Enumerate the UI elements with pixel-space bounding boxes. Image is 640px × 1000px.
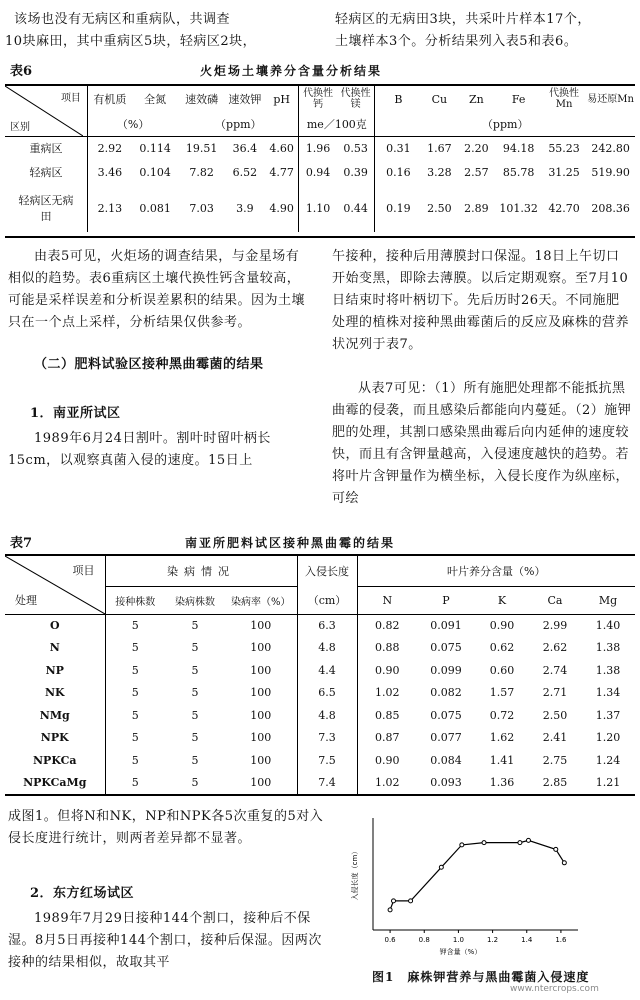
table6-cell: 4.77 (265, 160, 299, 184)
table7-subheader: 染病株数 (175, 596, 215, 608)
table7-cell: 0.90 (375, 753, 400, 767)
table6-cell: 0.53 (337, 136, 375, 160)
table7-corner-top: 项目 (72, 564, 95, 577)
table7-row-label: NP (5, 659, 105, 682)
section-heading-2: （二）肥料试验区接种黑曲霉菌的结果 (34, 357, 264, 372)
table7-cell: 0.90 (375, 663, 400, 677)
table7-cell: 2.74 (542, 663, 568, 677)
table7-cell: 5 (131, 619, 139, 632)
table6-corner-bottom: 区别 (10, 121, 30, 133)
table6-cell: 94.18 (502, 141, 535, 155)
table7-cell: 0.099 (430, 663, 462, 677)
table7-cell: 100 (225, 704, 297, 727)
data-point (460, 843, 464, 847)
table6-cell: 208.36 (591, 201, 630, 215)
table7-cell: 2.85 (542, 776, 568, 790)
table6-row-label: 轻病区 (5, 160, 87, 184)
table7-row-label: NPKCaMg (5, 772, 105, 795)
table6-row-label: 重病区 (5, 136, 87, 160)
table7-cell: 0.091 (430, 619, 462, 632)
table7-cell: 1.37 (595, 708, 621, 722)
table-row (5, 749, 635, 772)
table7-cell: 6.3 (297, 614, 357, 637)
table6-header: Cu (431, 92, 448, 106)
table7-number: 表7 (10, 536, 33, 551)
right-paragraph-2: 从表7可见：（1）所有施肥处理都不能抵抗黑曲霉的侵袭，而且感染后都能向内蔓延。（2）施钾肥的处理，其割口感染黑曲霉后向内延伸的速度较快，而且有含钾量越高，入侵速度越快的趋势。若将叶片含钾量作为横坐标，入侵长度作为纵座标，可绘 (332, 381, 632, 506)
top-left-line-2: 10块麻田，其中重病区5块，轻病区2块， (5, 34, 257, 49)
table6-header: 速效磷 (185, 93, 219, 106)
x-tick-label: 1.6 (555, 936, 567, 944)
table7-caption: 南亚所肥料试区接种黑曲霉的结果 (185, 536, 396, 550)
table7-cell: 5 (191, 663, 199, 677)
table7-cell: 0.093 (430, 776, 462, 790)
table6-cell: 3.28 (427, 165, 452, 179)
table7-invasion-unit: （cm） (297, 586, 357, 614)
table6-cell: 31.25 (548, 165, 580, 179)
table-row (5, 136, 635, 160)
table7-cell: 2.50 (542, 708, 568, 722)
subheading-1: 1．南亚所试区 (30, 406, 121, 421)
table7-cell: 0.88 (375, 641, 400, 655)
table7-cell: 100 (225, 749, 297, 772)
table7-cell: 4.4 (297, 659, 357, 682)
data-point (482, 841, 486, 845)
table7-subheader: 染病率（%） (225, 586, 297, 614)
top-right-line-1: 轻病区的无病田3块，共采叶片样本17个， (335, 12, 591, 27)
table7-cell: 1.36 (489, 776, 515, 790)
table6-cell: 3.46 (97, 165, 123, 179)
table7-cell: 0.60 (489, 663, 515, 677)
table6-unit-percent: （%） (116, 117, 150, 131)
table6-header: 代换性镁 (337, 86, 375, 112)
table7-row-label: NK (5, 682, 105, 705)
table6-cell: 7.82 (189, 165, 214, 179)
table7-cell: 7.3 (297, 727, 357, 750)
table7-cell: 1.38 (595, 663, 621, 677)
table6-cell: 2.92 (97, 141, 123, 155)
table7-cell: 1.02 (375, 776, 400, 790)
bottom-paragraph-2: 1989年7月29日接种144个割口，接种后不保湿。8月5日再接种144个割口，接种后保湿。因两次接种的结果相似，故取其平 (8, 911, 322, 970)
table7-cell: 0.87 (375, 731, 400, 745)
table7-cell: 0.72 (489, 708, 515, 722)
table6-cell: 7.03 (189, 201, 214, 215)
table7-cell: 1.20 (595, 731, 621, 745)
table6-cell: 0.31 (386, 141, 411, 155)
table7 (5, 556, 635, 794)
table6-unit-me: me／100克 (299, 112, 375, 136)
table-row (5, 160, 635, 184)
table-row (5, 614, 635, 637)
table7-row-label: O (5, 614, 105, 637)
table7-cell: 1.34 (595, 686, 621, 700)
table6-cell: 0.114 (139, 141, 171, 155)
table-row (5, 704, 635, 727)
data-point (562, 861, 566, 865)
table6-cell: 4.90 (265, 184, 299, 232)
table6-cell: 2.20 (464, 141, 489, 155)
table7-cell: 5 (191, 776, 199, 790)
table6-cell: 3.9 (236, 201, 254, 215)
table6-cell: 1.67 (427, 141, 452, 155)
table6-cell: 0.44 (337, 184, 375, 232)
table7-cell: 0.082 (430, 686, 462, 700)
figure-1-caption: 图1 麻株钾营养与黑曲霉菌入侵速度 (372, 970, 590, 984)
table6-caption: 火炬场土壤养分含量分析结果 (200, 64, 383, 78)
table7-nutrient-header: Ca (547, 593, 563, 607)
table6-cell: 0.94 (305, 165, 331, 179)
table7-cell: 2.75 (542, 753, 568, 767)
table7-cell: 5 (191, 753, 199, 767)
table-row (5, 682, 635, 705)
table7-cell: 5 (191, 731, 199, 745)
table-row (5, 184, 635, 232)
table6-cell: 55.23 (548, 141, 580, 155)
table7-cell: 1.21 (595, 776, 621, 790)
x-tick-label: 1.0 (452, 936, 464, 944)
table7-cell: 5 (131, 776, 139, 790)
bottom-paragraph-1: 成图1。但将N和NK，NP和NPK各5次重复的5对入侵长度进行统计，则两者差异都不显著。 (8, 809, 324, 846)
x-tick-label: 1.4 (521, 936, 533, 944)
table7-cell: 0.82 (375, 619, 400, 632)
data-point (518, 841, 522, 845)
table6-header: 代换性Mn (549, 88, 580, 110)
table7-cell: 5 (191, 686, 199, 700)
table7-cell: 0.62 (489, 641, 515, 655)
table6-cell: 36.4 (232, 141, 258, 155)
data-point (554, 847, 558, 851)
table7-cell: 5 (131, 663, 139, 677)
table6-header: 速效钾 (228, 93, 262, 106)
table7-cell: 5 (191, 641, 199, 655)
table7-cell: 4.8 (297, 704, 357, 727)
table7-cell: 5 (191, 708, 199, 722)
table7-cell: 1.24 (595, 753, 621, 767)
table6-cell: 2.57 (464, 165, 489, 179)
table-row (5, 659, 635, 682)
table7-cell: 2.62 (542, 641, 568, 655)
subheading-2: 2．东方红场试区 (30, 886, 135, 901)
table6-cell: 1.96 (305, 141, 331, 155)
table7-cell: 0.85 (375, 708, 400, 722)
table6-cell: 0.16 (386, 165, 411, 179)
table6 (5, 86, 635, 232)
x-tick-label: 1.2 (487, 936, 499, 944)
data-point (388, 908, 392, 912)
table7-nutrient-header: K (497, 593, 507, 607)
table7-cell: 2.99 (542, 619, 568, 632)
table6-cell: 6.52 (232, 165, 258, 179)
table-row (5, 772, 635, 795)
table6-cell: 1.10 (305, 201, 331, 215)
table7-row-label: NPK (5, 727, 105, 750)
table7-cell: 0.077 (430, 731, 462, 745)
table7-group-nutrient: 叶片养分含量（%） (357, 556, 635, 586)
table7-cell: 6.5 (297, 682, 357, 705)
table7-nutrient-header: N (382, 593, 393, 607)
table7-cell: 100 (225, 682, 297, 705)
table6-cell: 242.80 (591, 141, 630, 155)
table7-cell: 1.38 (595, 641, 621, 655)
table6-row-label: 轻病区无病田 (5, 184, 87, 232)
series-line (390, 840, 564, 909)
table7-nutrient-header: Mg (598, 593, 618, 607)
table6-number: 表6 (10, 64, 33, 79)
table7-cell: 1.02 (375, 686, 400, 700)
data-point (392, 899, 396, 903)
table6-cell: 4.60 (265, 136, 299, 160)
table7-cell: 100 (225, 614, 297, 637)
table7-cell: 5 (191, 619, 199, 632)
table6-header: 易还原Mn (587, 93, 634, 105)
table6-header: pH (265, 86, 299, 112)
right-paragraph-1: 午接种，接种后用薄膜封口保湿。18日上午切口开始变黑，即除去薄膜。以后定期观察。至7月10日结束时将叶柄切下。先后历时26天。不同施肥处理的植株对接种黑曲霉菌后的反应及麻株的营养状况列于表7。 (332, 249, 630, 352)
table6-cell: 101.32 (499, 201, 538, 215)
table7-subheader: 接种株数 (115, 596, 156, 608)
table7-row-label: N (5, 637, 105, 660)
table7-cell: 1.62 (489, 731, 515, 745)
data-point (439, 865, 443, 869)
table7-cell: 5 (131, 753, 139, 767)
watermark: www.ntercrops.com (510, 984, 599, 994)
table7-cell: 100 (225, 637, 297, 660)
table7-cell: 4.8 (297, 637, 357, 660)
table6-header: B (394, 92, 403, 106)
table7-cell: 100 (225, 772, 297, 795)
table7-cell: 5 (131, 686, 139, 700)
table7-cell: 1.57 (489, 686, 515, 700)
table7-cell: 0.90 (489, 619, 515, 632)
table6-cell: 0.39 (337, 160, 375, 184)
table7-cell: 0.075 (430, 708, 462, 722)
x-tick-label: 0.6 (384, 936, 396, 944)
table6-cell: 519.90 (591, 165, 630, 179)
table6-unit-ppm: （ppm） (178, 112, 298, 136)
table-row (5, 637, 635, 660)
table7-cell: 7.4 (297, 772, 357, 795)
table7-invasion-header: 入侵长度 (297, 556, 357, 586)
table7-cell: 100 (225, 727, 297, 750)
table6-header: 全氮 (144, 93, 167, 106)
table6-cell: 0.081 (139, 201, 171, 215)
left-paragraph-2: 1989年6月24日割叶。割叶时留叶柄长15cm，以观察真菌入侵的速度。15日上 (8, 431, 271, 468)
table6-header: 代换性钙 (303, 88, 334, 110)
table6-unit-ppm-2: （ppm） (481, 117, 529, 131)
table7-cell: 100 (225, 659, 297, 682)
table7-nutrient-header: P (442, 593, 450, 607)
table6-cell: 2.50 (427, 201, 452, 215)
table7-cell: 5 (131, 708, 139, 722)
top-right-line-2: 土壤样本3个。分析结果列入表5和表6。 (335, 34, 578, 49)
table6-cell: 42.70 (548, 201, 580, 215)
table6-cell: 2.13 (97, 201, 123, 215)
table7-group-infection: 染病情况 (105, 556, 297, 586)
y-axis-label: 入侵长度（cm） (351, 847, 359, 901)
table7-row-label: NPKCa (5, 749, 105, 772)
table-row (5, 727, 635, 750)
table7-cell: 2.41 (542, 731, 568, 745)
top-left-line-1: 该场也没有无病区和重病队，共调查 (14, 12, 231, 27)
table7-corner-bottom: 处理 (15, 593, 37, 607)
figure-1-chart (345, 808, 590, 958)
table7-cell: 5 (131, 641, 139, 655)
table6-cell: 19.51 (185, 141, 218, 155)
data-point (409, 899, 413, 903)
table6-header: Fe (511, 92, 526, 106)
table7-cell: 2.71 (542, 686, 568, 700)
table6-cell: 0.104 (139, 165, 171, 179)
data-point (526, 838, 530, 842)
left-paragraph-1: 由表5可见，火炬场的调查结果，与金星场有相似的趋势。表6重病区土壤代换性钙含量较高，可能是采样误差和分析误差累积的结果。因为土壤只在一个点上采样，分析结果仅供参考。 (8, 249, 306, 330)
table7-cell: 7.5 (297, 749, 357, 772)
table7-cell: 0.075 (430, 641, 462, 655)
x-axis-label: 钾含量（%） (439, 948, 482, 956)
table6-cell: 0.19 (386, 201, 411, 215)
table7-cell: 1.40 (595, 619, 621, 632)
table6-cell: 2.89 (464, 201, 489, 215)
table7-cell: 5 (131, 731, 139, 745)
table7-cell: 0.084 (430, 753, 462, 767)
table6-header: Zn (468, 92, 484, 106)
table7-row-label: NMg (5, 704, 105, 727)
table7-cell: 1.41 (489, 753, 515, 767)
table6-corner-top: 项目 (60, 93, 81, 104)
x-tick-label: 0.8 (418, 936, 430, 944)
table6-cell: 85.78 (502, 165, 535, 179)
table6-header: 有机质 (93, 93, 127, 106)
